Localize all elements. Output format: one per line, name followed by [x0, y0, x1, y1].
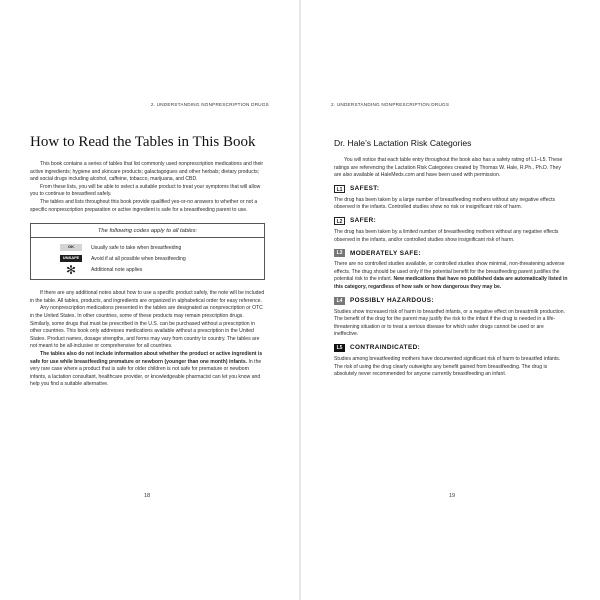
risk-code-badge: L4	[334, 297, 345, 305]
body-paragraph: If there are any additional notes about how to use a specific product safely, the note will be included in the table. All tables, products, and ingredients are organized in alphabetical order for easy reference.	[30, 290, 265, 304]
code-description: Avoid if at all possible when breastfeeding	[91, 255, 186, 262]
risk-label: SAFEST:	[350, 185, 380, 193]
risk-text: There are no controlled studies available, or controlled studies show minimal, non-threatening adverse effects. The drug should be used only if the potential benefit for the breastfeeding parent justifies the potential risk to the infant.	[334, 261, 565, 283]
code-row-note	[39, 264, 256, 275]
intro-paragraph: This book contains a series of tables that list commonly used nonprescription medications and their active ingredients; hygiene and skincare products; galactagogues and other herbals; dietary products; and social drugs including alcohol, caffeine, tobacco, marijuana, and CBD.	[30, 161, 264, 183]
body-paragraph-final	[30, 351, 265, 389]
codes-legend-heading: The following codes apply to all tables:	[31, 228, 264, 238]
risk-bold-note: New medications that have no published data are automatically listed in this category, regardless of how safe or how dangerous they may be.	[334, 276, 568, 290]
risk-category-l1	[334, 185, 569, 212]
risk-code-badge: L2	[334, 217, 345, 225]
unsafe-badge: UNSAFE	[60, 255, 82, 262]
right-page	[301, 0, 600, 600]
left-page	[0, 0, 299, 600]
code-row-ok	[39, 242, 256, 253]
running-head-left: 2. UNDERSTANDING NONPRESCRIPTION DRUGS	[150, 102, 269, 107]
intro-paragraph: The tables and lists throughout this book provide qualified yes-or-no answers to whether or not a specific nonprescription preparation or active ingredient is safe for a breastfeeding parent to use.	[30, 198, 258, 213]
code-description: Additional note applies	[91, 266, 143, 273]
bold-note: The tables also do not include information about whether the product or active ingredient is safe for use while breastfeeding premature or newborn (younger than one month) infants.	[30, 350, 263, 365]
intro-paragraph: From these lists, you will be able to select a suitable product to treat your symptoms that will allow you to continue to breastfeed safely.	[30, 183, 261, 198]
risk-label: MODERATELY SAFE:	[350, 249, 421, 257]
risk-label: CONTRAINDICATED:	[350, 344, 421, 352]
risk-code-badge: L3	[334, 249, 345, 257]
risk-description: Studies show increased risk of harm to breastfed infants, or a negative effect on breastmilk production. The benefit of the drug for the parent may justify the risk to the infant if the drug is needed in a life-threatening situation or to treat a serious disease for which safer drugs cannot be used or are ineffective.	[334, 308, 565, 338]
body-paragraph: Any nonprescription medications presented in the tables are designated as nonprescription or OTC in the United States. In other countries, some of these products may remain prescription drugs. Similarly, some drugs that must be prescribed in the U.S. can be purchased without a prescription in other countries. This book only addresses medications available without a prescription in the United States. Product names, dosage strengths, and forms may vary from country to country. The tables are not meant to be all-inclusive or comprehensive for all countries.	[30, 305, 263, 350]
page-title: How to Read the Tables in This Book	[30, 134, 256, 150]
risk-description: The drug has been taken by a large number of breastfeeding mothers without any negative effects observed in the infants. Controlled studies show no risk or insignificant risk of harm.	[334, 196, 556, 211]
risk-description: Studies among breastfeeding mothers have documented significant risk of harm to breastfed infants. The risk of using the drug clearly outweighs any benefit gained from breastfeeding. The drug is absolutely never recommended for anyone currently breastfeeding an infant.	[334, 355, 561, 378]
right-content	[334, 134, 569, 379]
risk-code-badge: L1	[334, 185, 345, 193]
risk-code-badge: L5	[334, 344, 345, 352]
risk-category-l2	[334, 217, 569, 244]
risk-category-l3	[334, 249, 569, 291]
left-content	[30, 134, 265, 389]
section-title: Dr. Hale’s Lactation Risk Categories	[334, 138, 472, 148]
page-number-left: 18	[144, 493, 151, 499]
risk-category-l5	[334, 344, 569, 379]
code-description: Usually safe to take when breastfeeding	[91, 244, 182, 251]
codes-legend-box	[30, 223, 265, 280]
risk-description: The drug has been taken by a limited number of breastfeeding mothers without any negative effects observed in the infants, and/or controlled studies show insignificant risk of harm.	[334, 228, 559, 243]
intro-paragraph: You will notice that each table entry throughout the book also has a safety rating of L1–L5. These ratings are referencing the Lactation Risk Categories created by Thomas W. Hale, R.Ph., Ph.D. They are also available at HaleMeds.com and have been used with permission.	[334, 157, 563, 179]
asterisk-icon: ✻	[65, 262, 77, 277]
page-number-right: 19	[449, 493, 456, 499]
risk-category-l4	[334, 297, 569, 339]
risk-label: SAFER:	[350, 217, 377, 225]
ok-badge: OK	[60, 244, 82, 251]
risk-description	[334, 261, 569, 291]
running-head-right: 2. UNDERSTANDING NONPRESCRIPTION DRUGS	[331, 102, 450, 107]
note-rest: In the very rare case where a product that is safe for older children is not safe for premature or newborn infants, a lactation consultant, healthcare provider, or knowledgeable pharmacist can let you know and help you find a suitable alternative.	[30, 358, 262, 388]
risk-label: POSSIBLY HAZARDOUS:	[350, 297, 434, 305]
